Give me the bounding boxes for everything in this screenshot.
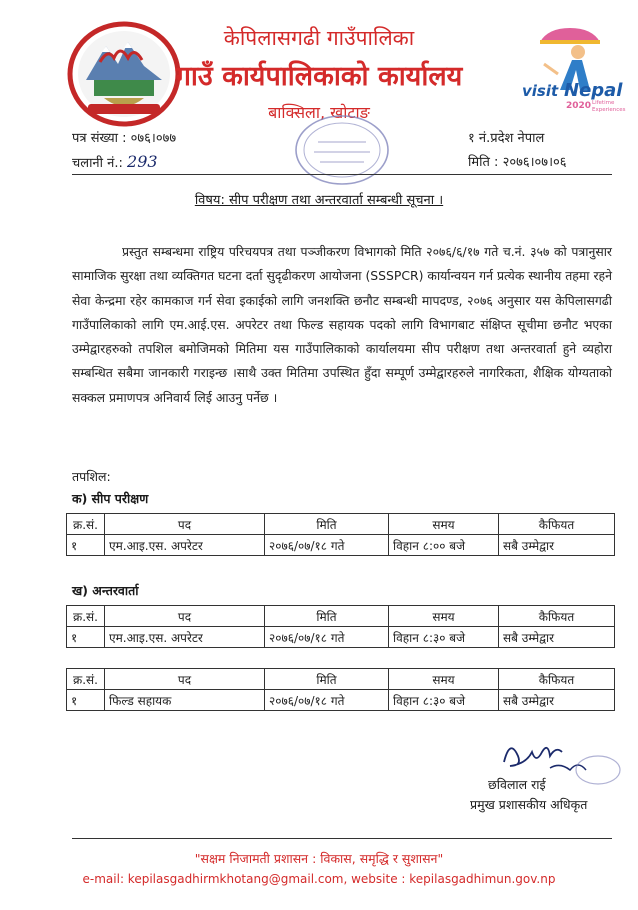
dispatch-number — [72, 152, 158, 171]
header-remarks: कैफियत — [499, 669, 615, 690]
signatory-name: छविलाल राई — [488, 777, 546, 792]
table-row — [67, 690, 615, 711]
cell-date: २०७६/०७/१८ गते — [265, 627, 389, 648]
details-label: तपशिल: — [72, 469, 111, 484]
header-post: पद — [105, 669, 265, 690]
section-interview-label: ख) अन्तरवार्ता — [72, 583, 139, 598]
table-header-row — [67, 514, 615, 535]
header-time: समय — [389, 669, 499, 690]
cell-remarks: सबै उम्मेद्वार — [499, 627, 615, 648]
cell-remarks: सबै उम्मेद्वार — [499, 690, 615, 711]
header-divider — [72, 174, 612, 175]
footer-contact: e-mail: kepilasgadhirmkhotang@gmail.com, website : kepilasgadhimun.gov.np — [82, 872, 556, 886]
cell-post: फिल्ड सहायक — [105, 690, 265, 711]
office-address: बाक्सिला, खोटाङ — [268, 103, 370, 122]
footer-divider — [72, 838, 612, 839]
header-post: पद — [105, 606, 265, 627]
body-paragraph: प्रस्तुत सम्बन्धमा राष्ट्रिय परिचयपत्र तथा पञ्जीकरण विभागको मिति २०७६/६/१७ गते च.नं. ३५७ को पत्रानुसार सामाजिक सुरक्षा तथा व्यक्तिगत घटना दर्ता सुदृढीकरण आयोजना (SSSPCR) कार्यान्वयन गर्न प्रत्येक स्थानीय तहमा रहने सेवा केन्द्रमा रहेर कामकाज गर्न सेवा इकाईको लागि जनशक्ति छनौट सम्बन्धी मापदण्ड, २०७६ अनुसार यस केपिलासगढी गाउँपालिकाको लागि एम.आई.एस. अपरेटर तथा फिल्ड सहायक पदको लागि विभागबाट संक्षिप्त सूचीमा छनौट भएका उम्मेद्वारहरुको तपशिल बमोजिमको मितिमा यस गाउँपालिकाको कार्यालयमा सीप परीक्षण तथा अन्तरवार्ता हुने व्यहोरा सम्बन्धित सबैमा जानकारी गराइन्छ ।साथै उक्त मितिमा उपस्थित हुँदा सम्पूर्ण उम्मेद्वारहरुले नागरिकता, शैक्षिक योग्यताको सक्कल प्रमाणपत्र अनिवार्य लिई आउनु पर्नेछ । — [72, 244, 612, 405]
subject-line: विषय: सीप परीक्षण तथा अन्तरवार्ता सम्बन्धी सूचना । — [194, 193, 444, 208]
year-text: 2020 — [566, 101, 592, 111]
header-date: मिति — [265, 606, 389, 627]
nepal-text: Nepal — [564, 80, 623, 101]
footer-motto: "सक्षम निजामती प्रशासन : विकास, समृद्धि र सुशासन" — [194, 851, 444, 866]
visit-text: visit — [522, 82, 559, 100]
tagline-experiences: Experiences — [592, 107, 626, 113]
reference-number — [72, 128, 176, 146]
interview-table-field-assistant — [66, 668, 615, 711]
dispatch-label: चलानी नं.: — [72, 156, 123, 171]
reference-label: पत्र संख्या : — [72, 131, 127, 146]
cell-time: विहान ८:३० बजे — [389, 690, 499, 711]
cell-serial: १ — [67, 627, 105, 648]
cell-serial: १ — [67, 690, 105, 711]
table-header-row — [67, 606, 615, 627]
cell-remarks: सबै उम्मेद्वार — [499, 535, 615, 556]
header-serial: क्र.सं. — [67, 514, 105, 535]
header-remarks: कैफियत — [499, 514, 615, 535]
header-time: समय — [389, 606, 499, 627]
cell-post: एम.आइ.एस. अपरेटर — [105, 627, 265, 648]
letter-date — [468, 152, 567, 170]
org-name: केपिलासगढी गाउँपालिका — [223, 26, 415, 50]
cell-time: विहान ८:०० बजे — [389, 535, 499, 556]
date-value: २०७६।०७।०६ — [502, 155, 567, 170]
header-post: पद — [105, 514, 265, 535]
province-label: १ नं.प्रदेश नेपाल — [468, 131, 545, 146]
section-skill-test-label: क) सीप परीक्षण — [72, 491, 149, 506]
table-header-row — [67, 669, 615, 690]
cell-post: एम.आइ.एस. अपरेटर — [105, 535, 265, 556]
header-remarks: कैफियत — [499, 606, 615, 627]
dispatch-value: 293 — [127, 152, 158, 171]
header-date: मिति — [265, 669, 389, 690]
office-stamp-icon — [292, 112, 392, 188]
table-row — [67, 535, 615, 556]
date-label: मिति : — [468, 155, 499, 170]
tagline-lifetime: Lifetime — [592, 100, 615, 106]
header-serial: क्र.सं. — [67, 669, 105, 690]
cell-date: २०७६/०७/१८ गते — [265, 690, 389, 711]
table-row — [67, 627, 615, 648]
skill-test-table — [66, 513, 615, 556]
reference-value: ०७६।०७७ — [130, 131, 177, 146]
cell-time: विहान ८:३० बजे — [389, 627, 499, 648]
interview-table-mis — [66, 605, 615, 648]
header-time: समय — [389, 514, 499, 535]
cell-serial: १ — [67, 535, 105, 556]
office-name: गाउँ कार्यपालिकाको कार्यालय — [175, 61, 463, 92]
cell-date: २०७६/०७/१८ गते — [265, 535, 389, 556]
header-date: मिति — [265, 514, 389, 535]
signatory-title: प्रमुख प्रशासकीय अधिकृत — [470, 797, 588, 812]
header-serial: क्र.सं. — [67, 606, 105, 627]
